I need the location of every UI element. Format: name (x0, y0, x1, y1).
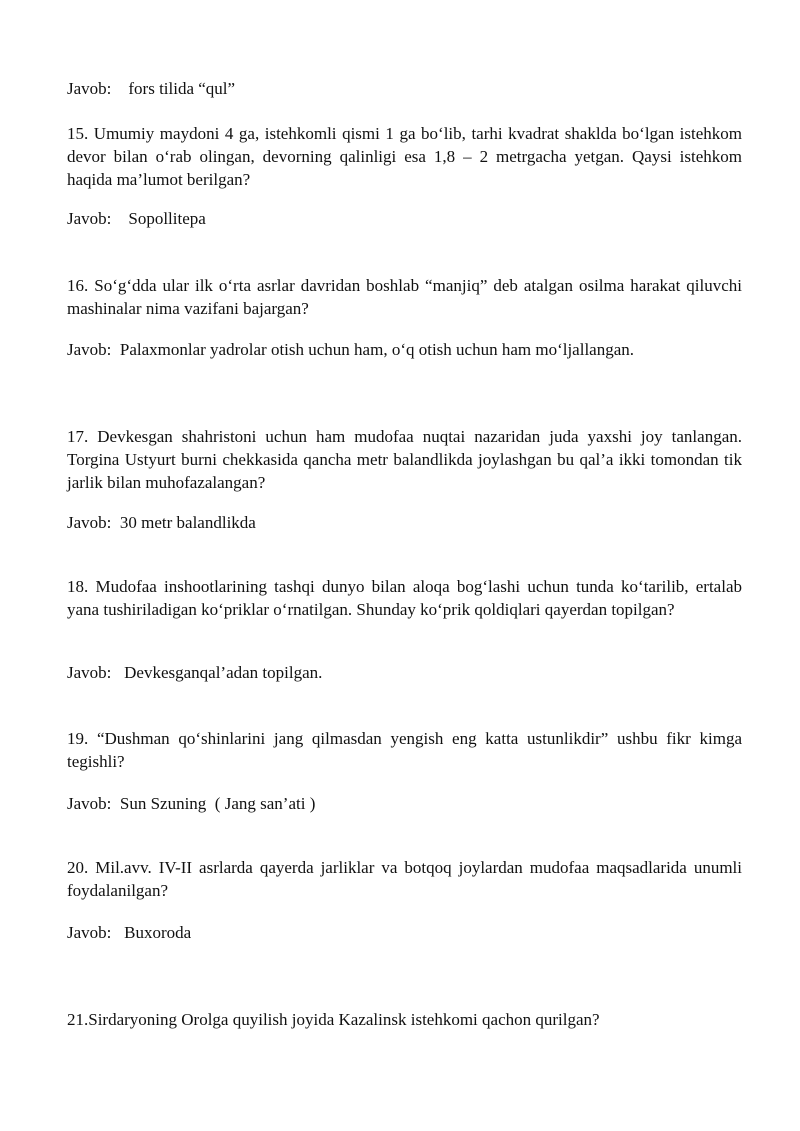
answer-16: Javob: Palaxmonlar yadrolar otish uchun ham, o‘q otish uchun ham mo‘ljallangan. (67, 340, 635, 359)
question-19: 19. “Dushman qo‘shinlarini jang qilmasdan yengish eng katta ustunlikdir” ushbu fikr kimga tegishli? (67, 729, 742, 771)
answer-14: Javob: fors tilida “qul” (67, 79, 236, 98)
question-18: 18. Mudofaa inshootlarining tashqi dunyo bilan aloqa bog‘lashi uchun tunda ko‘tarilib, ertalab yana tushiriladigan ko‘priklar o‘rnatilgan. Shunday ko‘prik qoldiqlari qayerdan topilgan? (67, 577, 742, 619)
answer-19: Javob: Sun Szuning ( Jang san’ati ) (67, 794, 316, 813)
question-15: 15. Umumiy maydoni 4 ga, istehkomli qismi 1 ga bo‘lib, tarhi kvadrat shaklda bo‘lgan istehkom devor bilan o‘rab olingan, devorning qalinligi esa 1,8 – 2 metrgacha yetgan. Qaysi istehkom haqida ma’lumot berilgan? (67, 124, 742, 189)
question-20: 20. Mil.avv. IV-II asrlarda qayerda jarliklar va botqoq joylardan mudofaa maqsadlarida unumli foydalanilgan? (67, 858, 742, 900)
question-16: 16. So‘g‘dda ular ilk o‘rta asrlar davridan boshlab “manjiq” deb atalgan osilma harakat qiluvchi mashinalar nima vazifani bajargan? (67, 276, 742, 318)
answer-17: Javob: 30 metr balandlikda (67, 513, 256, 532)
answer-18: Javob: Devkesganqal’adan topilgan. (67, 663, 323, 682)
question-17: 17. Devkesgan shahristoni uchun ham mudofaa nuqtai nazaridan juda yaxshi joy tanlangan. Torgina Ustyurt burni chekkasida qancha metr balandlikda joylashgan bu qal’a ikki tomondan tik jarlik bilan muhofazalangan? (67, 427, 742, 492)
answer-15: Javob: Sopollitepa (67, 209, 206, 228)
document-page (67, 0, 742, 1131)
answer-20: Javob: Buxoroda (67, 923, 192, 942)
question-21: 21.Sirdaryoning Orolga quyilish joyida Kazalinsk istehkomi qachon qurilgan? (67, 1010, 600, 1029)
